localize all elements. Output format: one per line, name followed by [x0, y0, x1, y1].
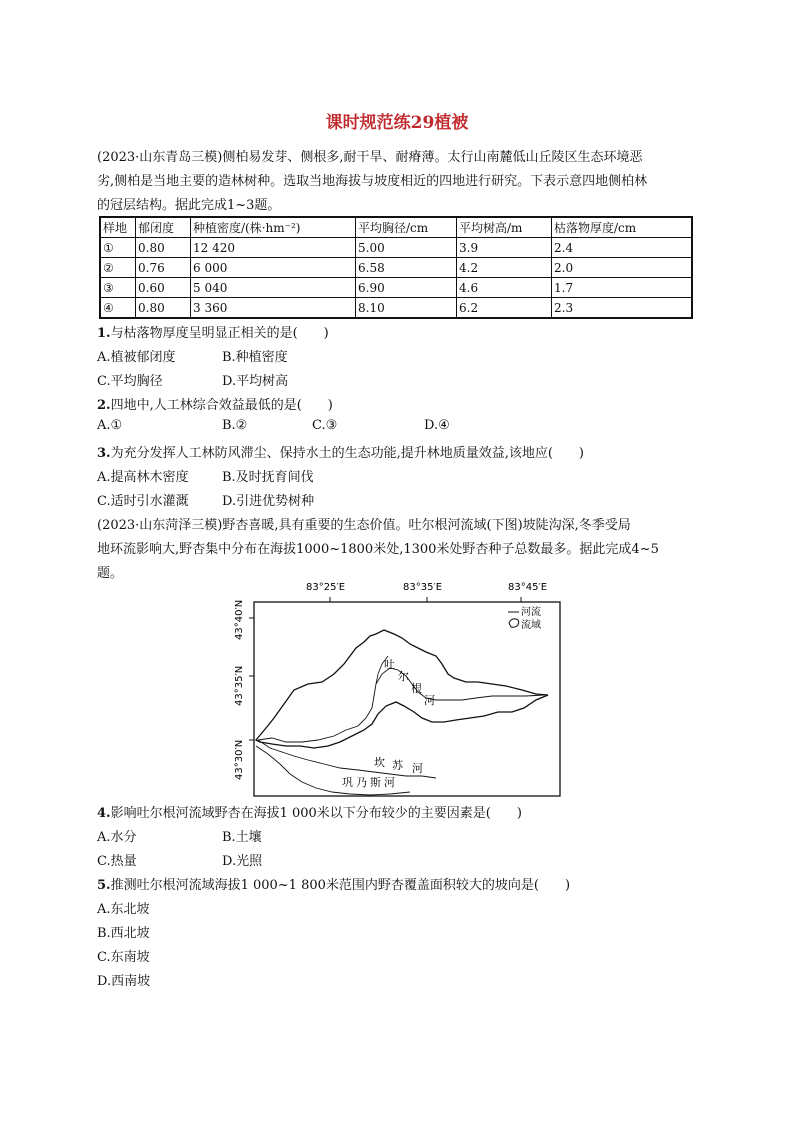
table-row	[100, 298, 692, 319]
table-cell: 12 420	[191, 238, 356, 258]
q4-option-d[interactable]: D.光照	[222, 854, 263, 869]
lon-label: 83°45′E	[508, 582, 548, 593]
table-cell: 4.2	[457, 258, 552, 278]
river-label-char: 苏	[392, 759, 403, 772]
table-cell: 1.7	[552, 278, 693, 298]
river-label-char: 乃	[356, 776, 367, 789]
lon-label: 83°25′E	[306, 582, 346, 593]
table-cell: 6.90	[356, 278, 457, 298]
legend-basin-icon	[509, 619, 519, 627]
q1-option-b[interactable]: B.种植密度	[222, 350, 288, 365]
question-number: 3.	[97, 446, 111, 461]
table-cell: ③	[100, 278, 136, 298]
river-label-char: 坎	[374, 756, 385, 769]
table-cell: 5 040	[191, 278, 356, 298]
question-1	[97, 322, 329, 341]
q3-option-d[interactable]: D.引进优势树种	[222, 494, 315, 509]
table-row	[100, 278, 692, 298]
table-cell: 0.80	[136, 298, 191, 319]
table-cell: ②	[100, 258, 136, 278]
question-number: 1.	[97, 326, 111, 341]
river-label-char: 尔	[398, 670, 409, 683]
question-text: 与枯落物厚度呈明显正相关的是( )	[110, 326, 329, 341]
question-text: 为充分发挥人工林防风滞尘、保持水土的生态功能,提升林地质量效益,该地应( )	[110, 446, 584, 461]
question-number: 5.	[97, 878, 111, 893]
table-header: 样地	[100, 217, 136, 238]
river-label-char: 河	[424, 694, 435, 707]
intro1-line: 的冠层结构。据此完成1~3题。	[97, 198, 281, 213]
intro2-line: (2023·山东菏泽三模)野杏喜暖,具有重要的生态价值。吐尔根河流域(下图)坡陡沟深,冬季受局	[97, 518, 631, 533]
question-4	[97, 802, 522, 821]
question-number: 2.	[97, 398, 111, 413]
q1-option-a[interactable]: A.植被郁闭度	[97, 350, 176, 365]
q5-option-a[interactable]: A.东北坡	[97, 902, 150, 917]
table-cell: 5.00	[356, 238, 457, 258]
river-label-char: 河	[384, 776, 395, 789]
river-label-char: 根	[411, 682, 422, 695]
lat-label: 43°35′N	[234, 665, 245, 706]
river-label-char: 吐	[384, 658, 395, 671]
table-row	[100, 238, 692, 258]
intro2-line: 地环流影响大,野杏集中分布在海拔1000~1800米处,1300米处野杏种子总数最多。据此完成4~5	[97, 542, 659, 557]
table-cell: 2.4	[552, 238, 693, 258]
q5-option-c[interactable]: C.东南坡	[97, 950, 150, 965]
q1-option-d[interactable]: D.平均树高	[222, 374, 289, 389]
intro1-line: (2023·山东青岛三模)侧柏易发芽、侧根多,耐干旱、耐瘠薄。太行山南麓低山丘陵区生态环境恶	[97, 150, 643, 165]
lat-label: 43°30′N	[234, 739, 245, 780]
page-title: 课时规范练29植被	[325, 113, 469, 133]
table-cell: 6.2	[457, 298, 552, 319]
question-2	[97, 394, 333, 413]
river-label-char: 巩	[342, 776, 353, 789]
intro1-line: 劣,侧柏是当地主要的造林树种。选取当地海拔与坡度相近的四地进行研究。下表示意四地侧柏林	[97, 174, 648, 189]
lat-label: 43°40′N	[234, 599, 245, 640]
table-cell: ①	[100, 238, 136, 258]
q2-option-b[interactable]: B.②	[222, 418, 248, 433]
table-cell: 3.9	[457, 238, 552, 258]
table-header: 平均树高/m	[457, 217, 552, 238]
lon-label: 83°35′E	[403, 582, 443, 593]
question-number: 4.	[97, 806, 111, 821]
table-header: 枯落物厚度/cm	[552, 217, 693, 238]
q4-option-a[interactable]: A.水分	[97, 830, 137, 845]
table-row	[100, 258, 692, 278]
q5-option-b[interactable]: B.西北坡	[97, 926, 150, 941]
table-header: 郁闭度	[136, 217, 191, 238]
canopy-structure-table	[99, 216, 693, 319]
table-cell: 2.3	[552, 298, 693, 319]
table-cell: 6 000	[191, 258, 356, 278]
question-text: 影响吐尔根河流域野杏在海拔1 000米以下分布较少的主要因素是( )	[110, 806, 522, 821]
q2-option-c[interactable]: C.③	[312, 418, 338, 433]
table-cell: 3 360	[191, 298, 356, 319]
q5-option-d[interactable]: D.西南坡	[97, 974, 151, 989]
table-cell: ④	[100, 298, 136, 319]
question-text: 四地中,人工林综合效益最低的是( )	[110, 398, 333, 413]
table-cell: 4.6	[457, 278, 552, 298]
question-3	[97, 442, 584, 461]
q3-option-a[interactable]: A.提高林木密度	[97, 470, 189, 485]
intro2-line: 题。	[97, 566, 124, 581]
legend-river: 河流	[521, 607, 541, 618]
basin-boundary	[256, 630, 548, 748]
q3-option-c[interactable]: C.适时引水灌溉	[97, 494, 189, 509]
q4-option-b[interactable]: B.土壤	[222, 830, 262, 845]
map-frame	[254, 602, 560, 796]
q1-option-c[interactable]: C.平均胸径	[97, 374, 163, 389]
question-text: 推测吐尔根河流域海拔1 000~1 800米范围内野杏覆盖面积较大的坡向是( )	[110, 878, 571, 893]
table-header: 种植密度/(株·hm⁻²)	[191, 217, 356, 238]
legend-basin: 流域	[521, 620, 541, 631]
q3-option-b[interactable]: B.及时抚育间伐	[222, 470, 314, 485]
table-cell: 6.58	[356, 258, 457, 278]
q4-option-c[interactable]: C.热量	[97, 854, 137, 869]
q2-option-a[interactable]: A.①	[97, 418, 123, 433]
river-label-char: 斯	[370, 776, 381, 789]
q2-option-d[interactable]: D.④	[424, 418, 450, 433]
table-cell: 0.60	[136, 278, 191, 298]
table-header: 平均胸径/cm	[356, 217, 457, 238]
table-cell: 2.0	[552, 258, 693, 278]
table-header-row	[100, 217, 692, 238]
table-cell: 0.80	[136, 238, 191, 258]
table-cell: 8.10	[356, 298, 457, 319]
tuergen-river-map	[226, 578, 566, 800]
question-5	[97, 874, 570, 893]
table-cell: 0.76	[136, 258, 191, 278]
river-label-char: 河	[412, 762, 423, 775]
